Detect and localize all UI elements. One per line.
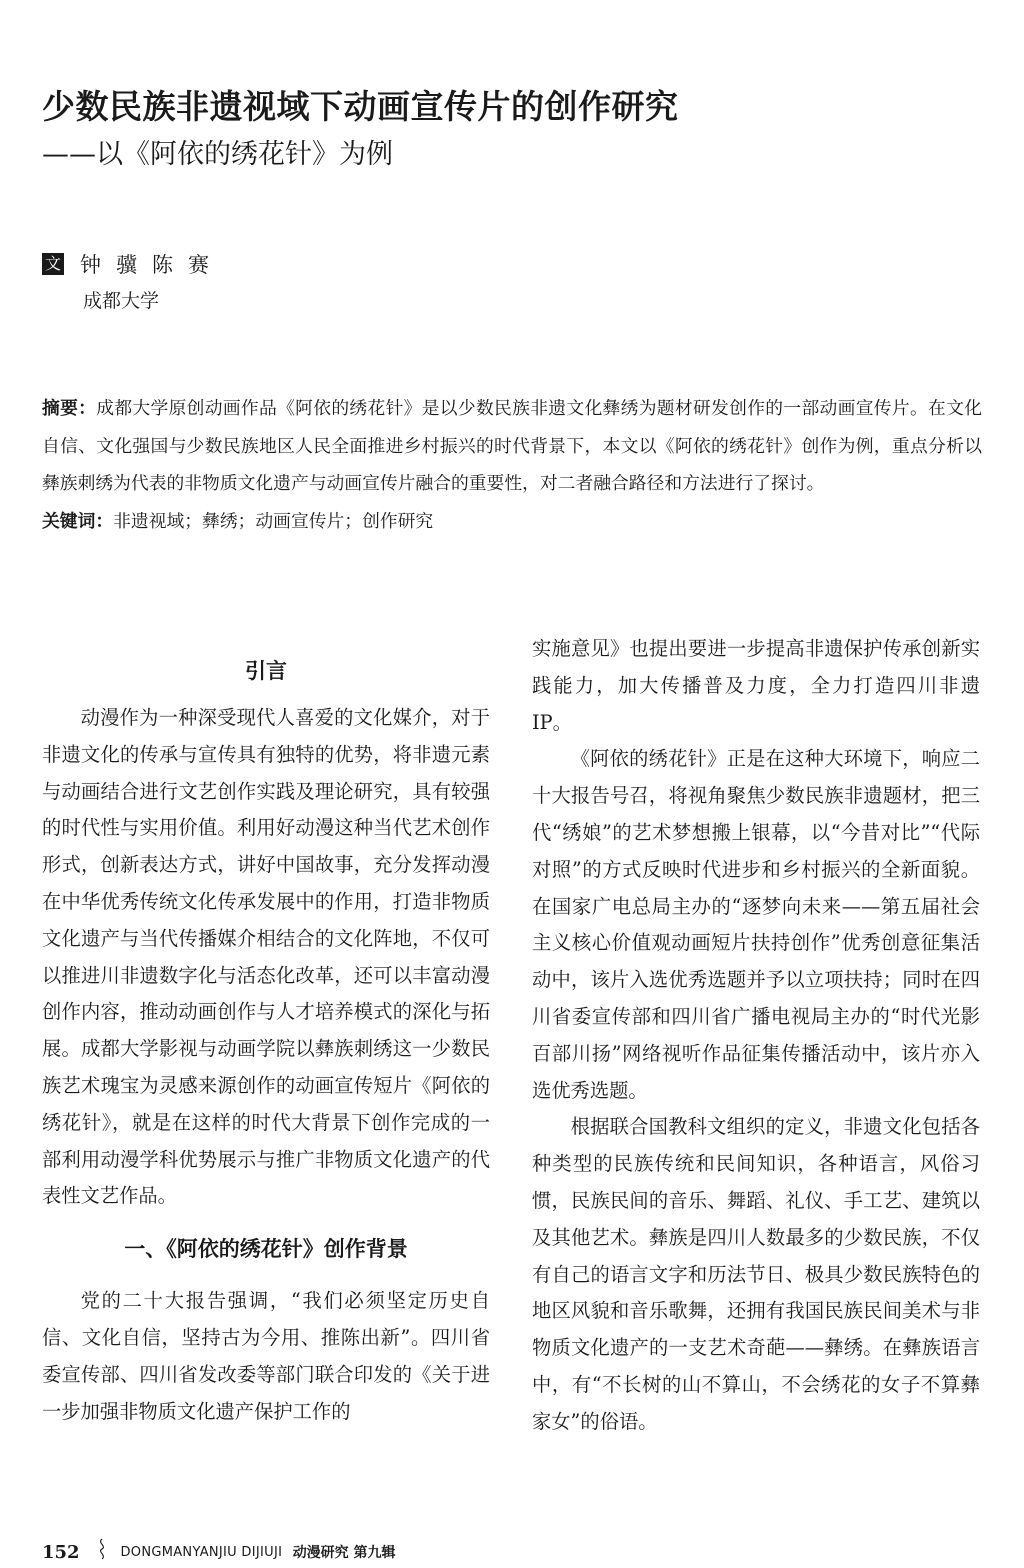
section1-paragraph-1-continued: 实施意见》也提出要进一步提高非遗保护传承创新实践能力，加大传播普及力度，全力打造四川非遗 IP。 (532, 637, 980, 734)
section1-paragraph-3: 根据联合国教科文组织的定义，非遗文化包括各种类型的民族传统和民间知识，各种语言，风俗习惯，民族民间的音乐、舞蹈、礼仪、手工艺、建筑以及其他艺术。彝族是四川人数最多的少数民族，不仅有自己的语言文字和历法节日、极具少数民族特色的地区风貌和音乐歌舞，还拥有我国民族民间美术与非物质文化遗产的一支艺术奇葩——彝绣。在彝族语言中，有“不长树的山不算山，不会绣花的女子不算彝家女”的俗语。 (532, 1115, 980, 1433)
article-title: 少数民族非遗视域下动画宣传片的创作研究 (42, 87, 679, 126)
abstract-label: 摘要： (42, 398, 97, 419)
intro-paragraph: 动漫作为一种深受现代人喜爱的文化媒介，对于非遗文化的传承与宣传具有独特的优势，将非遗元素与动画结合进行文艺创作实践及理论研究，具有较强的时代性与实用价值。利用好动漫这种当代艺术创作形式，创新表达方式，讲好中国故事，充分发挥动漫在中华优秀传统文化传承发展中的作用，打造非物质文化遗产与当代传播媒介相结合的文化阵地，不仅可以推进川非遗数字化与活态化改革，还可以丰富动漫创作内容，推动动画创作与人才培养模式的深化与拓展。成都大学影视与动画学院以彝族刺绣这一少数民族艺术瑰宝为灵感来源创作的动画宣传短片《阿依的绣花针》，就是在这样的时代大背景下创作完成的一部利用动漫学科优势展示与推广非物质文化遗产的代表性文艺作品。 (42, 706, 490, 1208)
page-number: 152 (42, 1542, 80, 1563)
authors: 钟骥陈赛 (80, 253, 224, 277)
keywords-label: 关键词： (42, 510, 114, 532)
journal-name-cn: 动漫研究 第九辑 (292, 1545, 396, 1561)
article-subtitle: ——以《阿依的绣花针》为例 (42, 139, 393, 170)
byline (42, 248, 224, 282)
keywords-line (42, 503, 982, 541)
section1-paragraph-2: 《阿依的绣花针》正是在这种大环境下，响应二十大报告号召，将视角聚焦少数民族非遗题材，把三代“绣娘”的艺术梦想搬上银幕，以“今昔对比”“代际对照”的方式反映时代进步和乡村振兴的全新面貌。在国家广电总局主办的“逐梦向未来——第五届社会主义核心价值观动画短片扶持创作”优秀创意征集活动中，该片入选优秀选题并予以立项扶持；同时在四川省委宣传部和四川省广播电视局主办的“时代光影 百部川扬”网络视听作品征集传播活动中，该片亦入选优秀选题。 (532, 747, 980, 1102)
abstract-text: 成都大学原创动画作品《阿依的绣花针》是以少数民族非遗文化彝绣为题材研发创作的一部动画宣传片。在文化自信、文化强国与少数民族地区人民全面推进乡村振兴的时代背景下，本文以《阿依的绣花针》创作为例，重点分析以彝族刺绣为代表的非物质文化遗产与动画宣传片融合的重要性，对二者融合路径和方法进行了探讨。 (42, 398, 982, 494)
abstract-block (42, 390, 982, 540)
body-column-right (532, 631, 980, 1441)
byline-label: 文 (42, 253, 64, 275)
body-column-left (42, 628, 490, 1430)
journal-name-en: DONGMANYANJIU DIJIUJI (120, 1545, 283, 1560)
keywords-text: 非遗视域；彝绣；动画宣传片；创作研究 (113, 510, 434, 532)
affiliation: 成都大学 (83, 290, 160, 312)
intro-heading: 引言 (245, 659, 287, 683)
abstract-paragraph (42, 390, 982, 503)
decorative-swirl-icon (96, 1538, 108, 1568)
page-footer (42, 1538, 396, 1562)
section1-heading: 一、《阿依的绣花针》创作背景 (124, 1237, 408, 1262)
section1-paragraph-1: 党的二十大报告强调，“我们必须坚定历史自信、文化自信，坚持古为今用、推陈出新”。四川省委宣传部、四川省发改委等部门联合印发的《关于进一步加强非物质文化遗产保护工作的 (42, 1289, 490, 1423)
